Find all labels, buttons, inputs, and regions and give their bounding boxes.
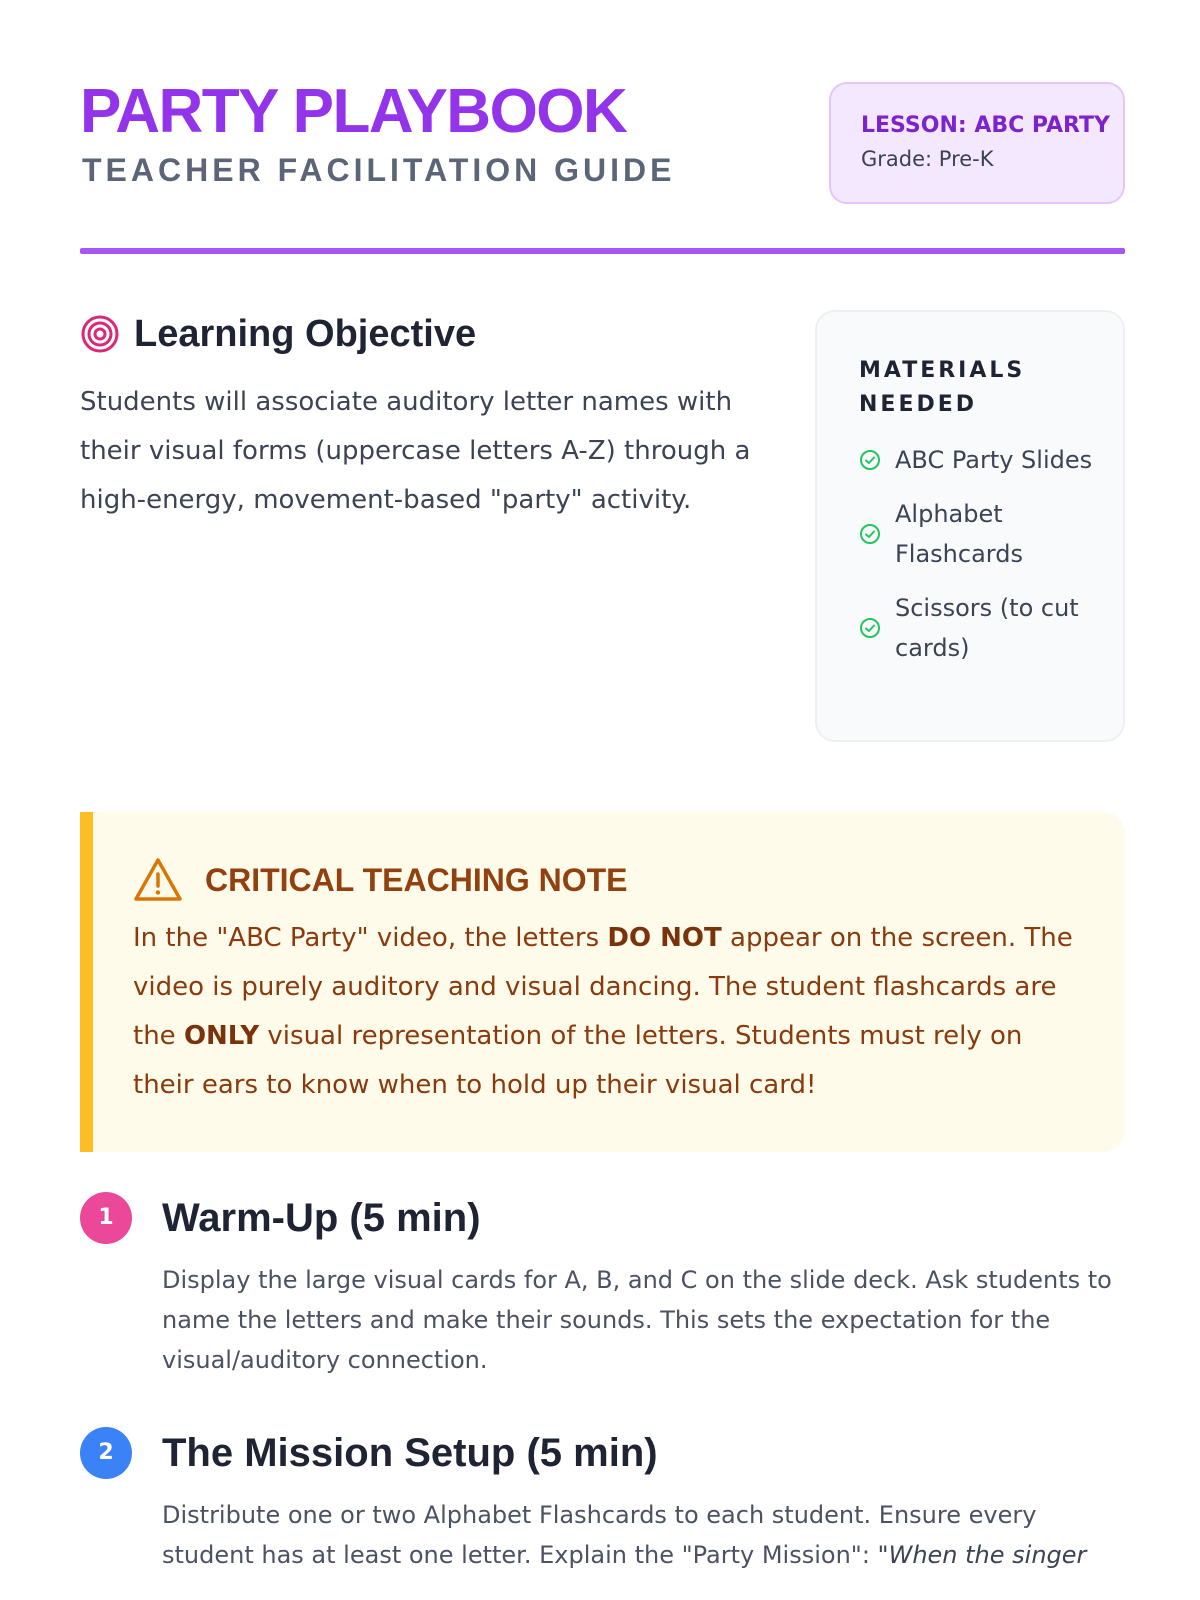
check-circle-icon bbox=[859, 523, 881, 545]
step-quote: "When the singer bbox=[877, 1541, 1087, 1569]
step-number-badge: 2 bbox=[80, 1427, 132, 1479]
note-text-part: visual representation of the letters. Students must rely on their ears to know when to hold up their visual card! bbox=[133, 1021, 1023, 1100]
materials-item bbox=[859, 440, 1093, 480]
lesson-card bbox=[829, 82, 1125, 204]
materials-item bbox=[859, 494, 1093, 574]
note-heading bbox=[133, 852, 1085, 908]
materials-item-label: Scissors (to cut cards) bbox=[895, 594, 1079, 662]
note-emphasis: ONLY bbox=[183, 1021, 260, 1051]
step-number-badge: 1 bbox=[80, 1192, 132, 1244]
check-circle-icon bbox=[859, 617, 881, 639]
check-circle-icon bbox=[859, 449, 881, 471]
page bbox=[80, 0, 1125, 1600]
note-emphasis: DO NOT bbox=[607, 923, 722, 953]
step-title: Warm-Up (5 min) bbox=[162, 1196, 481, 1240]
note-text-part: In the "ABC Party" video, the letters bbox=[133, 923, 608, 953]
learning-objective-section bbox=[80, 308, 780, 525]
header bbox=[80, 78, 1125, 208]
objective-title: Learning Objective bbox=[134, 312, 477, 355]
warning-icon bbox=[133, 857, 183, 903]
materials-item-label: Alphabet Flashcards bbox=[895, 500, 1023, 568]
objective-heading bbox=[80, 308, 780, 360]
critical-teaching-note bbox=[80, 812, 1125, 1152]
lesson-grade: Grade: Pre-K bbox=[861, 147, 994, 171]
page-subtitle: TEACHER FACILITATION GUIDE bbox=[82, 152, 676, 188]
step-text: Display the large visual cards for A, B, and C on the slide deck. Ask students to name the letters and make their sounds. This sets the expectation for the visual/auditory connection. bbox=[162, 1266, 1112, 1374]
note-text-part: appear on the screen. The video is purely auditory and visual dancing. The student flashcards are the bbox=[133, 923, 1073, 1051]
materials-list bbox=[859, 440, 1093, 668]
materials-item-label: ABC Party Slides bbox=[895, 446, 1093, 474]
materials-title: MATERIALS NEEDED bbox=[859, 358, 1026, 417]
lesson-name: LESSON: ABC PARTY bbox=[861, 113, 1110, 138]
objective-text: Students will associate auditory letter names with their visual forms (uppercase letters A-Z) through a high-energy, movement-based "party" activity. bbox=[80, 387, 751, 515]
materials-card bbox=[815, 310, 1125, 742]
page-title: PARTY PLAYBOOK bbox=[80, 77, 627, 146]
step-text bbox=[162, 1495, 1112, 1575]
materials-item bbox=[859, 588, 1093, 668]
target-icon bbox=[80, 314, 120, 354]
header-divider bbox=[80, 248, 1125, 254]
step-title: The Mission Setup (5 min) bbox=[162, 1431, 658, 1475]
note-text bbox=[133, 914, 1085, 1110]
step-text-body: Distribute one or two Alphabet Flashcards to each student. Ensure every student has at least one letter. Explain the "Party Mission": bbox=[162, 1501, 1037, 1569]
note-title: CRITICAL TEACHING NOTE bbox=[205, 861, 628, 898]
